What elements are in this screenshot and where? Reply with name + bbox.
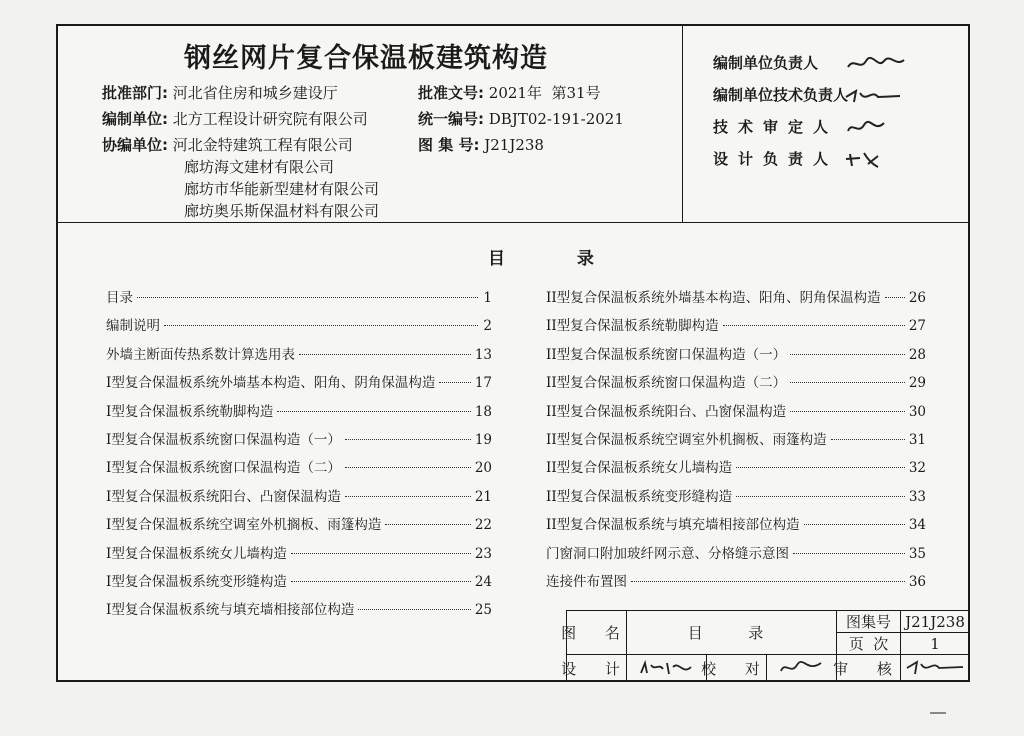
- toc-item-page: 2: [483, 318, 492, 335]
- toc-dot-leader: [793, 553, 905, 554]
- toc-item-title: II型复合保温板系统阳台、凸窗保温构造: [546, 403, 787, 420]
- toc-dot-leader: [439, 382, 470, 383]
- toc-item-page: 23: [474, 545, 492, 562]
- reviewer-signature: [901, 655, 969, 681]
- signature-mark: [844, 87, 908, 105]
- toc-dot-leader: [345, 439, 471, 440]
- toc-item[interactable]: [106, 371, 492, 399]
- signature-mark: [844, 150, 884, 170]
- toc-item[interactable]: [546, 542, 926, 570]
- responsible-label: 技术审定人: [713, 118, 839, 136]
- toc-dot-leader: [164, 325, 478, 326]
- toc-item-page: 28: [908, 346, 926, 363]
- coeditors-label: 协编单位:: [102, 136, 168, 154]
- approval-doc: [418, 82, 601, 103]
- checker-signature: [767, 655, 837, 681]
- toc-item[interactable]: [546, 485, 926, 513]
- toc-item[interactable]: [546, 513, 926, 541]
- unified-code-label: 统一编号:: [418, 110, 484, 128]
- toc-item-page: 26: [908, 290, 926, 306]
- toc-item-title: II型复合保温板系统空调室外机搁板、雨篷构造: [546, 431, 827, 448]
- signature-mark: [637, 659, 697, 677]
- toc-item[interactable]: [106, 314, 492, 342]
- toc-dot-leader: [291, 553, 471, 554]
- toc-item-title: 目录: [106, 290, 133, 306]
- responsible-label: 编制单位负责人: [713, 54, 819, 72]
- toc-dot-leader: [831, 439, 905, 440]
- toc-item-title: II型复合保温板系统变形缝构造: [546, 488, 733, 505]
- toc-item-page: 30: [908, 403, 926, 420]
- design-label: 设 计: [567, 655, 627, 681]
- toc-dot-leader: [631, 581, 905, 582]
- toc-dot-leader: [723, 325, 905, 326]
- toc-item-page: 19: [474, 431, 492, 448]
- responsible-persons: [682, 26, 969, 222]
- toc-item-page: 1: [483, 290, 492, 306]
- toc-dot-leader: [345, 467, 471, 468]
- toc-item-title: I型复合保温板系统与填充墙相接部位构造: [106, 602, 355, 619]
- approval-doc-value: 2021年 第31号: [488, 84, 601, 102]
- toc-item-page: 34: [908, 517, 926, 534]
- responsible-label: 设计负责人: [713, 150, 839, 168]
- toc-item-title: II型复合保温板系统窗口保温构造（一）: [546, 346, 787, 363]
- toc-dot-leader: [736, 467, 905, 468]
- coeditor-3: 廊坊市华能新型建材有限公司: [184, 180, 380, 198]
- unified-code: [418, 108, 624, 129]
- title-block: [561, 610, 969, 681]
- drawing-sheet: [56, 24, 970, 682]
- toc-item[interactable]: [546, 570, 926, 598]
- toc-item-title: I型复合保温板系统勒脚构造: [106, 403, 274, 420]
- toc-item-page: 13: [474, 346, 492, 363]
- toc-item[interactable]: [106, 428, 492, 456]
- responsible-row: [713, 84, 908, 105]
- unified-code-value: DBJT02-191-2021: [488, 110, 624, 128]
- drawing-name-label: 图 名: [567, 611, 627, 655]
- toc-dot-leader: [385, 524, 470, 525]
- atlas-no-value: J21J238: [901, 611, 969, 633]
- editor-value: 北方工程设计研究院有限公司: [172, 110, 368, 128]
- atlas-no-label: 图集号: [837, 611, 901, 633]
- toc-item[interactable]: [546, 400, 926, 428]
- designer-signature: [627, 655, 707, 681]
- toc-item[interactable]: [546, 428, 926, 456]
- toc-dot-leader: [345, 496, 471, 497]
- toc-item-title: II型复合保温板系统女儿墙构造: [546, 460, 733, 477]
- toc-item[interactable]: [106, 513, 492, 541]
- toc-dot-leader: [790, 354, 905, 355]
- toc-item[interactable]: [106, 570, 492, 598]
- responsible-row: [713, 52, 908, 73]
- toc-item[interactable]: [106, 286, 492, 314]
- toc-item-page: 22: [474, 517, 492, 534]
- toc-item-page: 29: [908, 375, 926, 392]
- toc-item-title: 编制说明: [106, 318, 160, 335]
- toc-item-page: 35: [908, 545, 926, 562]
- toc-dot-leader: [277, 411, 470, 412]
- toc-item-title: I型复合保温板系统外墙基本构造、阳角、阴角保温构造: [106, 375, 436, 392]
- editor: [102, 108, 368, 129]
- toc-left-column: [106, 286, 492, 627]
- toc-item-page: 25: [474, 602, 492, 619]
- signature-mark: [844, 119, 892, 137]
- toc-item[interactable]: [106, 542, 492, 570]
- atlas-number-label: 图 集 号:: [418, 136, 480, 154]
- header: [58, 26, 968, 223]
- coeditor-4: 廊坊奥乐斯保温材料有限公司: [184, 202, 380, 220]
- toc-item-title: II型复合保温板系统窗口保温构造（二）: [546, 375, 787, 392]
- approval-dept-label: 批准部门:: [102, 84, 168, 102]
- coeditors: [102, 134, 353, 155]
- toc-item-title: II型复合保温板系统外墙基本构造、阳角、阴角保温构造: [546, 290, 881, 306]
- toc-item[interactable]: [106, 598, 492, 626]
- toc-item-title: I型复合保温板系统女儿墙构造: [106, 545, 287, 562]
- toc-item-title: I型复合保温板系统窗口保温构造（一）: [106, 431, 341, 448]
- toc-item-page: 17: [474, 375, 492, 392]
- toc-item-title: I型复合保温板系统窗口保温构造（二）: [106, 460, 341, 477]
- toc-item-page: 36: [908, 573, 926, 590]
- signature-mark: [777, 659, 827, 677]
- toc-item-page: 18: [474, 403, 492, 420]
- signature-mark: [905, 658, 965, 678]
- toc-item-title: I型复合保温板系统阳台、凸窗保温构造: [106, 488, 341, 505]
- toc-right-column: [546, 286, 926, 598]
- toc-item-page: 27: [908, 318, 926, 335]
- toc-item-page: 33: [908, 488, 926, 505]
- toc-dot-leader: [736, 496, 905, 497]
- toc-item-title: 门窗洞口附加玻纤网示意、分格缝示意图: [546, 545, 789, 562]
- toc-item-title: I型复合保温板系统空调室外机搁板、雨篷构造: [106, 517, 382, 534]
- check-label: 校 对: [707, 655, 767, 681]
- toc-dot-leader: [358, 609, 470, 610]
- scan-mark: [930, 712, 946, 714]
- toc-item-title: I型复合保温板系统变形缝构造: [106, 573, 287, 590]
- approval-dept: [102, 82, 338, 103]
- atlas-number-value: J21J238: [484, 136, 544, 154]
- toc-item[interactable]: [546, 343, 926, 371]
- toc-item[interactable]: [546, 371, 926, 399]
- responsible-label: 编制单位技术负责人: [713, 86, 849, 104]
- signature-mark: [844, 55, 908, 73]
- responsible-row: [713, 148, 884, 170]
- coeditor-1: 河北金特建筑工程有限公司: [172, 136, 353, 154]
- toc-dot-leader: [299, 354, 471, 355]
- toc-dot-leader: [291, 581, 471, 582]
- toc-dot-leader: [790, 382, 905, 383]
- editor-label: 编制单位:: [102, 110, 168, 128]
- page-number: 1: [901, 633, 969, 655]
- toc-item[interactable]: [106, 343, 492, 371]
- toc-dot-leader: [885, 297, 905, 298]
- toc-item[interactable]: [546, 286, 926, 314]
- toc-item-title: 连接件布置图: [546, 573, 627, 590]
- coeditor-2: 廊坊海文建材有限公司: [184, 158, 335, 176]
- responsible-row: [713, 116, 892, 137]
- toc-item-page: 20: [474, 460, 492, 477]
- toc-dot-leader: [804, 524, 905, 525]
- approval-doc-label: 批准文号:: [418, 84, 484, 102]
- toc-item-title: II型复合保温板系统与填充墙相接部位构造: [546, 517, 800, 534]
- toc-item-page: 32: [908, 460, 926, 477]
- toc-dot-leader: [137, 297, 478, 298]
- toc-item-page: 24: [474, 573, 492, 590]
- toc-item[interactable]: [546, 456, 926, 484]
- toc-item-title: 外墙主断面传热系数计算选用表: [106, 346, 295, 363]
- toc-item[interactable]: [106, 456, 492, 484]
- review-label: 审 核: [837, 655, 901, 681]
- page-label: 页 次: [837, 633, 901, 655]
- page-title: 钢丝网片复合保温板建筑构造: [184, 43, 548, 74]
- toc-dot-leader: [790, 411, 905, 412]
- toc-item-title: II型复合保温板系统勒脚构造: [546, 318, 719, 335]
- atlas-number: [418, 134, 544, 155]
- drawing-name: 目 录: [627, 611, 837, 655]
- approval-dept-value: 河北省住房和城乡建设厅: [172, 84, 338, 102]
- header-left: [58, 26, 682, 222]
- toc-item[interactable]: [106, 400, 492, 428]
- toc-item-page: 21: [474, 488, 492, 505]
- toc-item[interactable]: [546, 314, 926, 342]
- toc-title: 目 录: [488, 249, 614, 269]
- toc-item-page: 31: [908, 431, 926, 448]
- toc-item[interactable]: [106, 485, 492, 513]
